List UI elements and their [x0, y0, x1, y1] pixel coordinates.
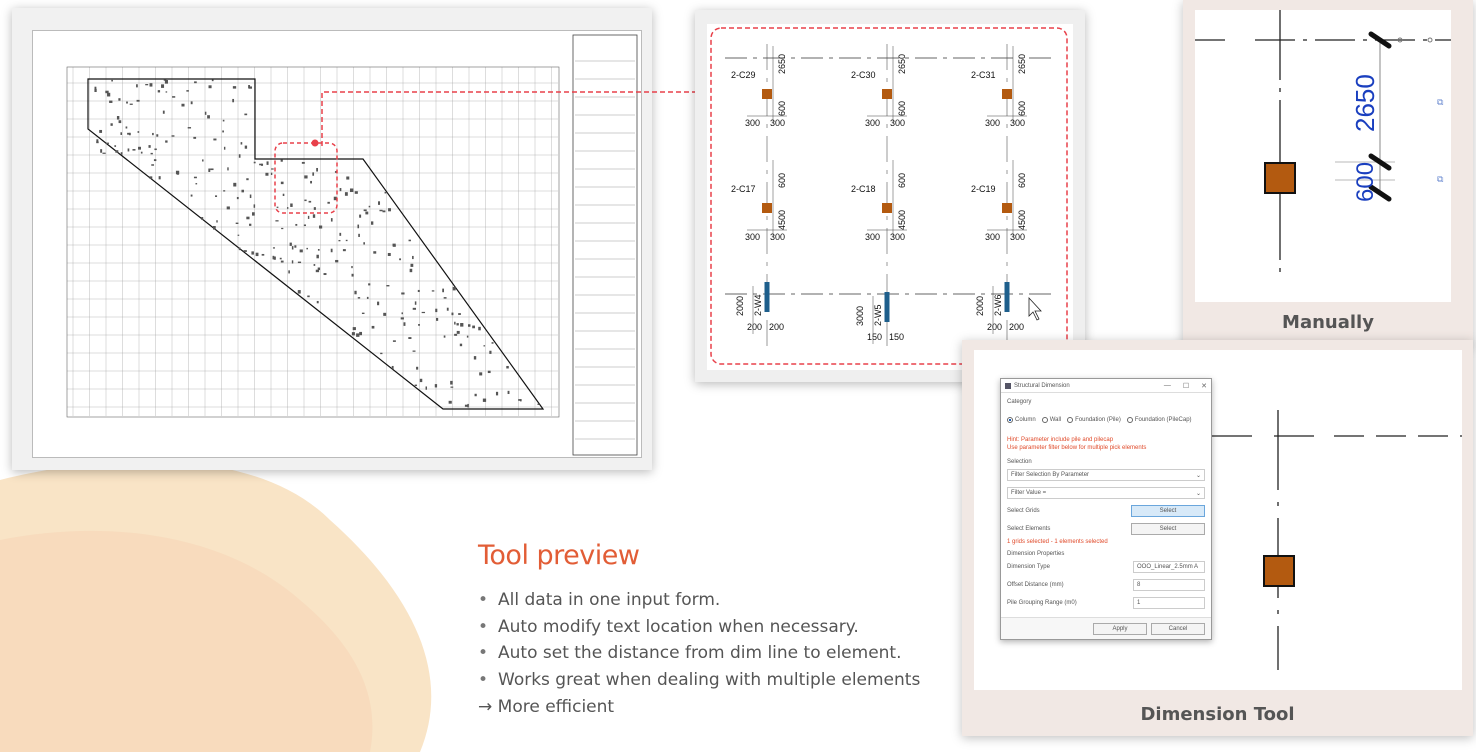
select-grids-label: Select Grids [1007, 508, 1040, 514]
wall-label: 2-W6 [993, 294, 1003, 316]
manual-view [1195, 10, 1451, 302]
dim-text: 300 [890, 232, 906, 242]
select-elements-row [1007, 523, 1205, 535]
dimension-tool-card [962, 340, 1473, 736]
offset-input[interactable]: 8 [1133, 579, 1205, 591]
radio-foundation-pilecap[interactable]: Foundation (PileCap) [1127, 417, 1192, 423]
close-icon[interactable]: ✕ [1201, 382, 1207, 390]
dim-text: 600 [777, 172, 787, 188]
select-grids-row [1007, 505, 1205, 517]
radio-foundation-pile[interactable]: Foundation (Pile) [1067, 417, 1121, 423]
tool-preview-title: Tool preview [478, 540, 640, 571]
maximize-icon[interactable]: ☐ [1182, 382, 1190, 390]
dim-text: 150 [867, 332, 883, 342]
dim-text: 300 [1010, 232, 1026, 242]
dim-text: 2650 [777, 53, 787, 74]
radio-column[interactable]: Column [1007, 417, 1036, 423]
app-icon [1005, 383, 1011, 389]
manual-caption: Manually [1282, 312, 1374, 333]
structural-dimension-dialog [1000, 378, 1212, 640]
select-grids-button[interactable]: Select [1131, 505, 1205, 517]
dim-text: 300 [865, 232, 881, 242]
title-block [573, 35, 637, 455]
dim-type-label: Dimension Type [1007, 564, 1050, 570]
apply-button[interactable]: Apply [1093, 623, 1147, 635]
dim-text: 2650 [1017, 53, 1027, 74]
dim-text: 600 [1017, 100, 1027, 116]
dim-text: 200 [769, 322, 785, 332]
dialog-title: Structural Dimension [1014, 382, 1070, 389]
list-item: • All data in one input form. [478, 590, 721, 610]
tool-column [1264, 556, 1294, 586]
filter-value-combo[interactable]: Filter Value = ⌄ [1007, 487, 1205, 499]
dim-text: 300 [770, 118, 786, 128]
zoom-detail-card [695, 10, 1085, 382]
dim-text: 300 [770, 232, 786, 242]
chevron-down-icon: ⌄ [1195, 473, 1201, 479]
dim-text: 200 [1009, 322, 1025, 332]
column-label: 2-C30 [851, 70, 876, 80]
dim-text: 300 [745, 118, 761, 128]
hint-text-1: Hint: Parameter include pile and pilecap [1007, 437, 1114, 443]
floor-plan-drawing [33, 31, 643, 459]
dim-text: 150 [889, 332, 905, 342]
dim-type-row [1007, 561, 1205, 573]
category-options [1007, 417, 1205, 423]
zoom-plan-drawing [707, 24, 1073, 370]
cancel-button[interactable]: Cancel [1151, 623, 1205, 635]
wall-2-W5[interactable] [855, 292, 904, 344]
manual-card [1183, 0, 1473, 346]
arrow-right-icon: → [478, 697, 493, 717]
dim-text: 300 [745, 232, 761, 242]
column-2-C19[interactable] [971, 160, 1027, 242]
range-label: Pile Grouping Range (m0) [1007, 600, 1077, 606]
dim-text: 300 [985, 118, 1001, 128]
offset-label: Offset Distance (mm) [1007, 582, 1064, 588]
list-item: • Auto set the distance from dim line to element. [478, 643, 902, 663]
wall-2-W6[interactable] [975, 282, 1024, 334]
dim-text: 2000 [735, 295, 745, 316]
list-item: • Auto modify text location when necessary. [478, 616, 859, 637]
list-item: • Works great when dealing with multiple elements [478, 669, 921, 690]
range-row [1007, 597, 1205, 609]
feature-list [478, 590, 920, 696]
chevron-down-icon: ⌄ [1195, 491, 1201, 497]
dim-text: 200 [987, 322, 1003, 332]
column-2-C18[interactable] [851, 160, 907, 242]
dim-text: 4500 [777, 209, 787, 230]
highlight-anchor-dot [312, 140, 319, 147]
range-input[interactable]: 1 [1133, 597, 1205, 609]
hint-text-2: Use parameter filter below for multiple pick elements [1007, 445, 1147, 451]
dim-type-select[interactable]: OOO_Linear_2.5mm A [1133, 561, 1205, 573]
select-elements-button[interactable]: Select [1131, 523, 1205, 535]
props-label: Dimension Properties [1007, 551, 1065, 557]
column-label: 2-C29 [731, 70, 756, 80]
result-text: More efficient [497, 697, 615, 717]
svg-text:⧉: ⧉ [1437, 98, 1444, 108]
dim-text: 2650 [897, 53, 907, 74]
dim-text: 200 [747, 322, 763, 332]
dim-text: 2000 [975, 295, 985, 316]
manual-dim-600: 600 [1352, 161, 1379, 202]
wall-label: 2-W5 [873, 304, 883, 326]
filter-selection-combo[interactable]: Filter Selection By Parameter ⌄ [1007, 469, 1205, 481]
mouse-cursor-icon [1029, 298, 1041, 320]
dim-text: 4500 [897, 209, 907, 230]
zoom-detail-view [707, 24, 1073, 370]
category-label: Category [1007, 399, 1032, 405]
svg-text:⧉: ⧉ [1437, 175, 1444, 185]
sheet-overview-card [12, 8, 652, 470]
column-label: 2-C31 [971, 70, 996, 80]
selection-label: Selection [1007, 459, 1032, 465]
dim-text: 600 [897, 172, 907, 188]
dim-text: 300 [1010, 118, 1026, 128]
column-label: 2-C18 [851, 184, 876, 194]
minimize-icon[interactable]: — [1163, 381, 1171, 389]
dialog-titlebar [1001, 379, 1211, 393]
column-label: 2-C17 [731, 184, 756, 194]
category-group [1007, 399, 1205, 405]
manual-column [1265, 163, 1295, 193]
dimension-tool-view [974, 350, 1462, 690]
column-2-C17[interactable] [731, 160, 787, 242]
drawing-sheet [32, 30, 642, 458]
dim-text: 4500 [1017, 209, 1027, 230]
dim-text: 300 [985, 232, 1001, 242]
dim-text: 300 [890, 118, 906, 128]
wall-label: 2-W4 [753, 294, 763, 316]
manual-dimension-drawing [1195, 10, 1451, 302]
selection-status: 1 grids selected - 1 elements selected [1007, 539, 1108, 545]
column-label: 2-C19 [971, 184, 996, 194]
dim-text: 600 [777, 100, 787, 116]
dimension-tool-caption: Dimension Tool [1140, 704, 1295, 725]
dim-text: 3000 [855, 305, 865, 326]
select-elements-label: Select Elements [1007, 526, 1051, 532]
result-line [478, 697, 614, 717]
dim-text: 600 [1017, 172, 1027, 188]
manual-dim-2650: 2650 [1350, 74, 1380, 132]
radio-wall[interactable]: Wall [1042, 417, 1061, 423]
wall-2-W4[interactable] [735, 282, 784, 334]
dim-text: 300 [865, 118, 881, 128]
dim-text: 600 [897, 100, 907, 116]
dialog-footer [1001, 617, 1211, 639]
offset-row [1007, 579, 1205, 591]
